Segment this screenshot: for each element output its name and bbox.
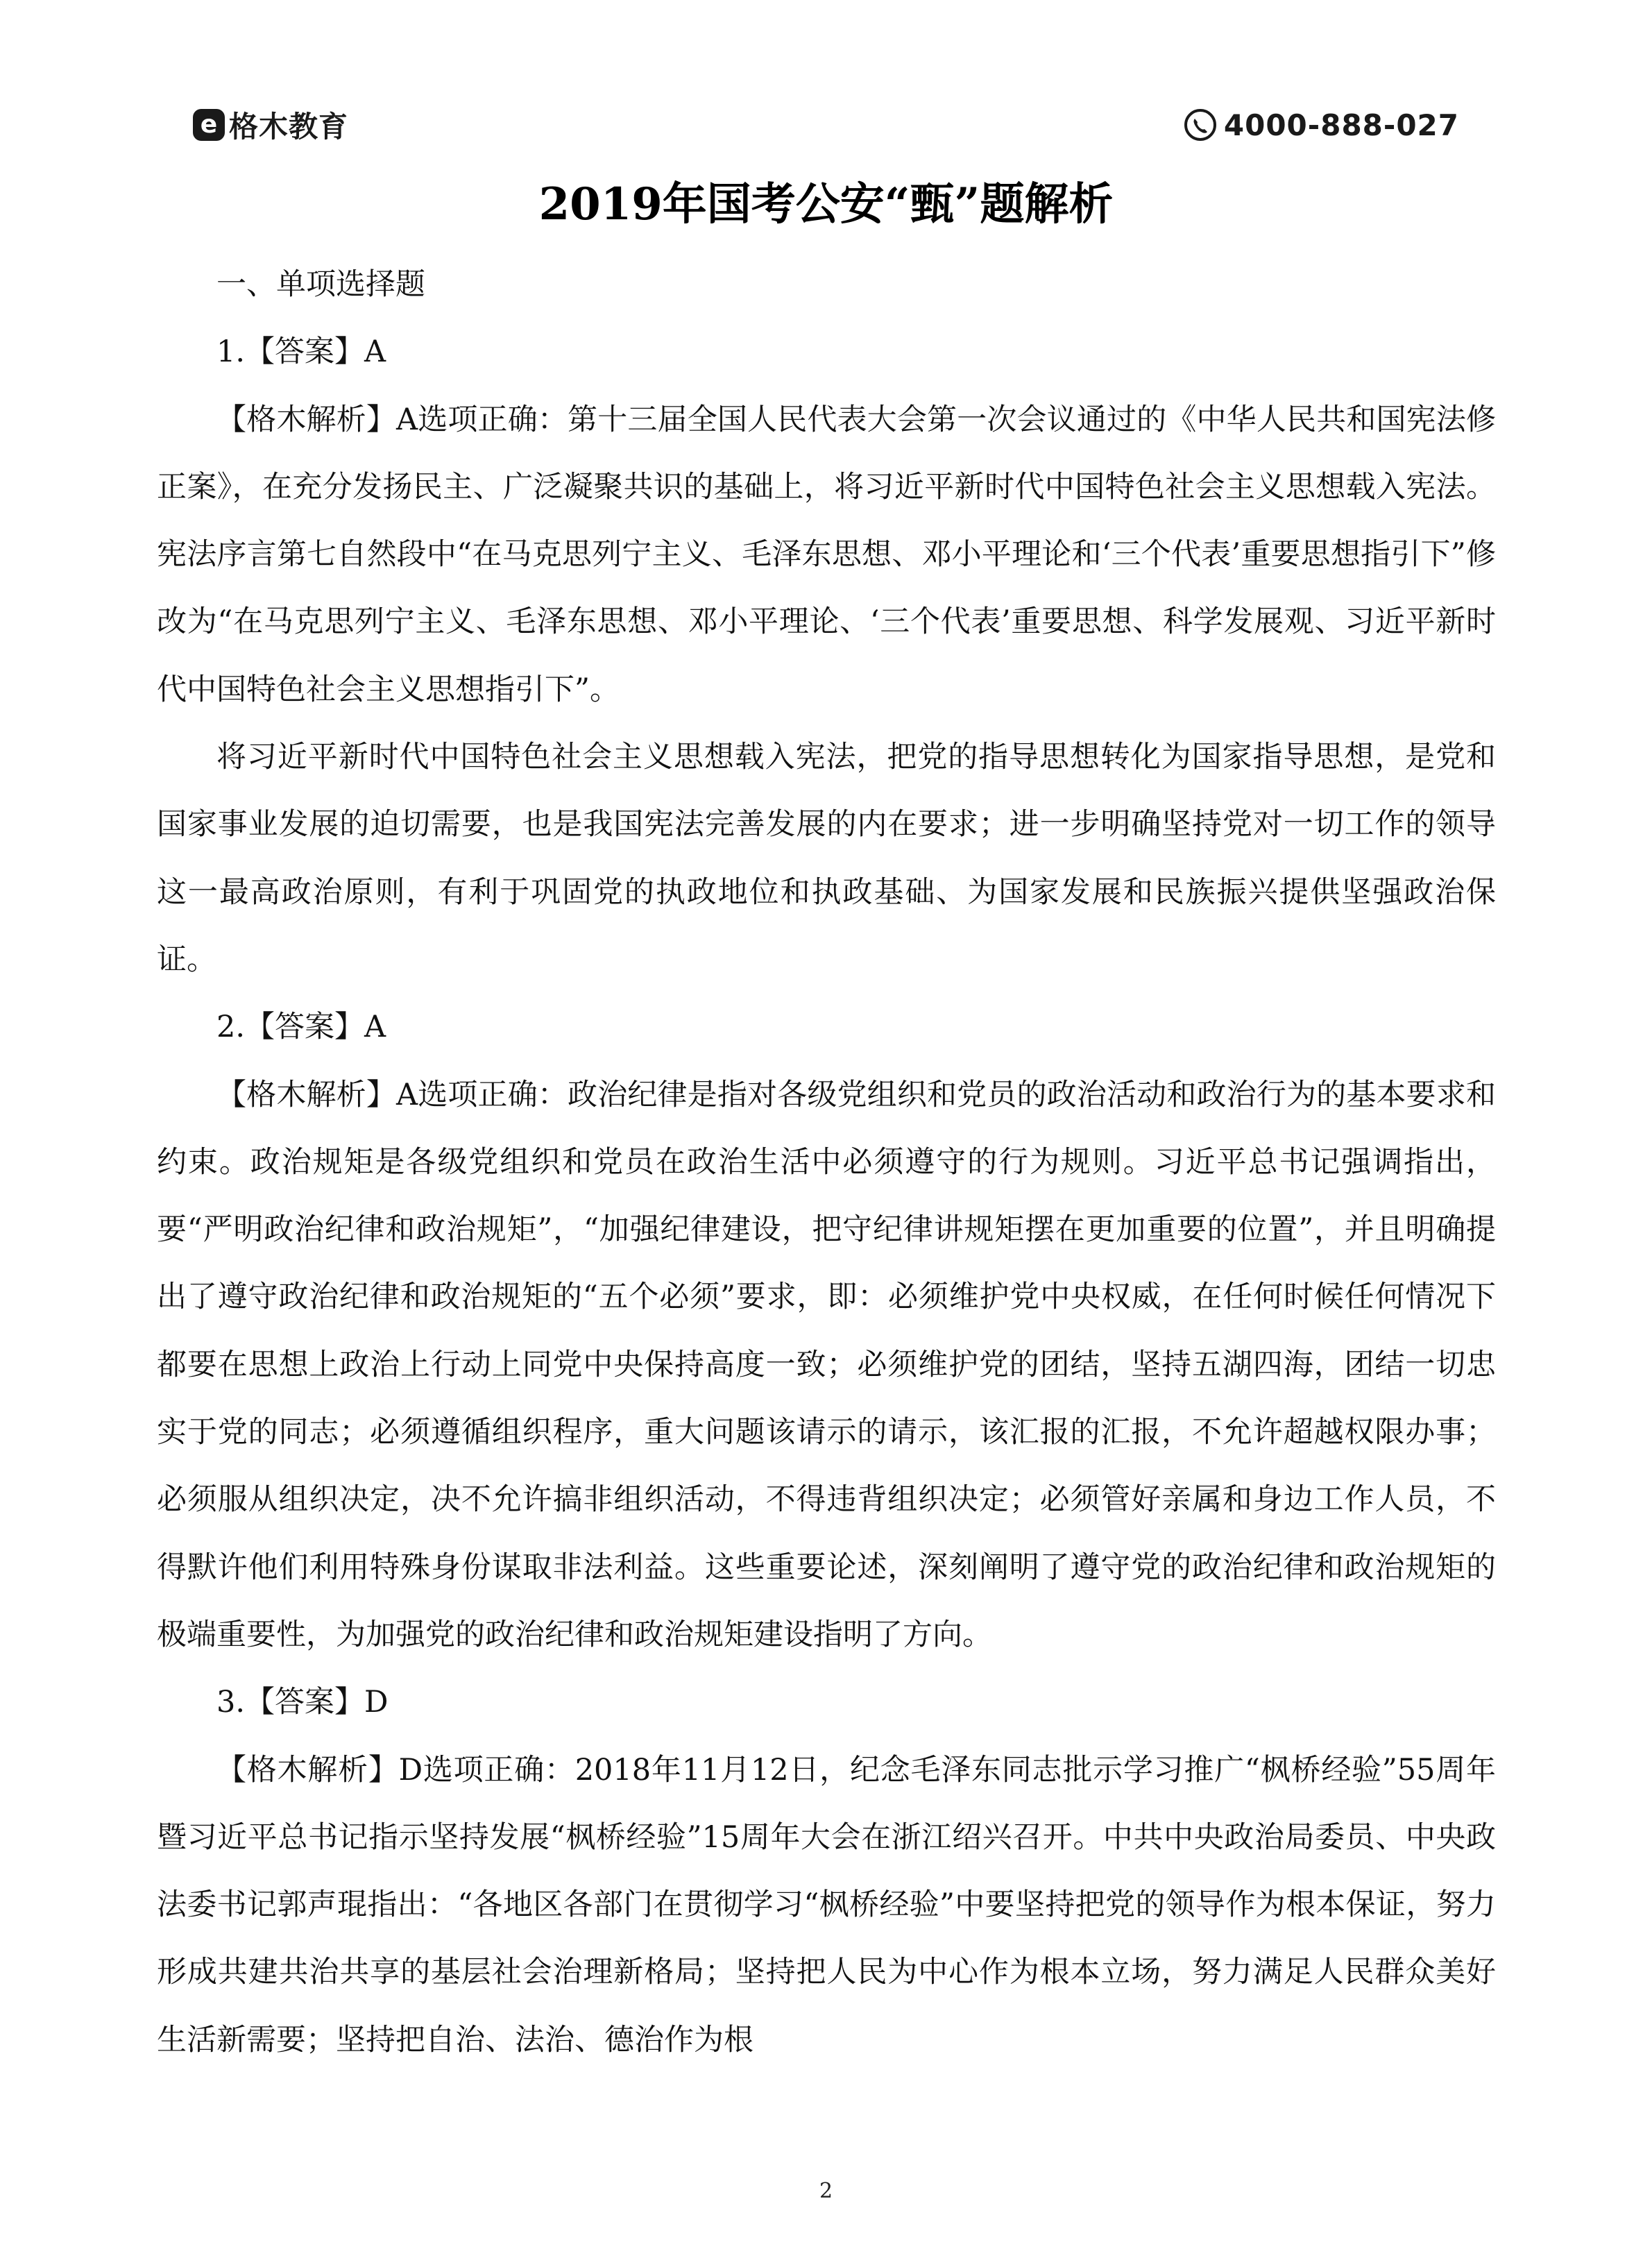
answer-2: 2.【答案】A	[216, 1010, 386, 1045]
logo-text: 格木教育	[229, 110, 349, 144]
page-number: 2	[819, 2179, 833, 2203]
analysis-1-paragraph-2: 将习近平新时代中国特色社会主义思想载入宪法，把党的指导思想转化为国家指导思想，是党和国家事业发展的迫切需要，也是我国宪法完善发展的内在要求；进一步明确坚持党对一切工作的领导这一最高政治原则，有利于巩固党的执政地位和执政基础、为国家发展和民族振兴提供坚强政治保证。	[157, 740, 1496, 977]
section-heading: 一、单项选择题	[216, 267, 425, 302]
analysis-3: 【格木解析】D选项正确：2018年11月12日，纪念毛泽东同志批示学习推广“枫桥经验”55周年暨习近平总书记指示坚持发展“枫桥经验”15周年大会在浙江绍兴召开。中共中央政治局委员、中央政法委书记郭声琨指出：“各地区各部门在贯彻学习“枫桥经验”中要坚持把党的领导作为根本保证，努力形成共建共治共享的基层社会治理新格局；坚持把人民为中心作为根本立场，努力满足人民群众美好生活新需要；坚持把自治、法治、德治作为根	[157, 1752, 1496, 2057]
analysis-1-paragraph-1: 【格木解析】A选项正确：第十三届全国人民代表大会第一次会议通过的《中华人民共和国宪法修正案》，在充分发扬民主、广泛凝聚共识的基础上，将习近平新时代中国特色社会主义思想载入宪法。宪法序言第七自然段中“在马克思列宁主义、毛泽东思想、邓小平理论和‘三个代表’重要思想指引下”修改为“在马克思列宁主义、毛泽东思想、邓小平理论、‘三个代表’重要思想、科学发展观、习近平新时代中国特色社会主义思想指引下”。	[157, 402, 1496, 707]
logo-icon: e	[193, 109, 225, 141]
answer-3: 3.【答案】D	[216, 1685, 389, 1720]
answer-1: 1.【答案】A	[216, 334, 386, 370]
document-body	[157, 251, 1496, 2074]
hotline	[1184, 103, 1459, 147]
page-title: 2019年国考公安“甄”题解析	[538, 178, 1114, 230]
analysis-2: 【格木解析】A选项正确：政治纪律是指对各级党组织和党员的政治活动和政治行为的基本要求和约束。政治规矩是各级党组织和党员在政治生活中必须遵守的行为规则。习近平总书记强调指出，要“严明政治纪律和政治规矩”，“加强纪律建设，把守纪律讲规矩摆在更加重要的位置”，并且明确提出了遵守政治纪律和政治规矩的“五个必须”要求，即：必须维护党中央权威，在任何时候任何情况下都要在思想上政治上行动上同党中央保持高度一致；必须维护党的团结，坚持五湖四海，团结一切忠实于党的同志；必须遵循组织程序，重大问题该请示的请示，该汇报的汇报，不允许超越权限办事；必须服从组织决定，决不允许搞非组织活动，不得违背组织决定；必须管好亲属和身边工作人员，不得默许他们利用特殊身份谋取非法利益。这些重要论述，深刻阐明了遵守党的政治纪律和政治规矩的极端重要性，为加强党的政治纪律和政治规矩建设指明了方向。	[157, 1077, 1496, 1652]
page-header	[193, 103, 1459, 147]
phone-icon	[1184, 108, 1217, 142]
brand-logo	[193, 103, 348, 147]
phone-number: 4000-888-027	[1223, 108, 1459, 142]
